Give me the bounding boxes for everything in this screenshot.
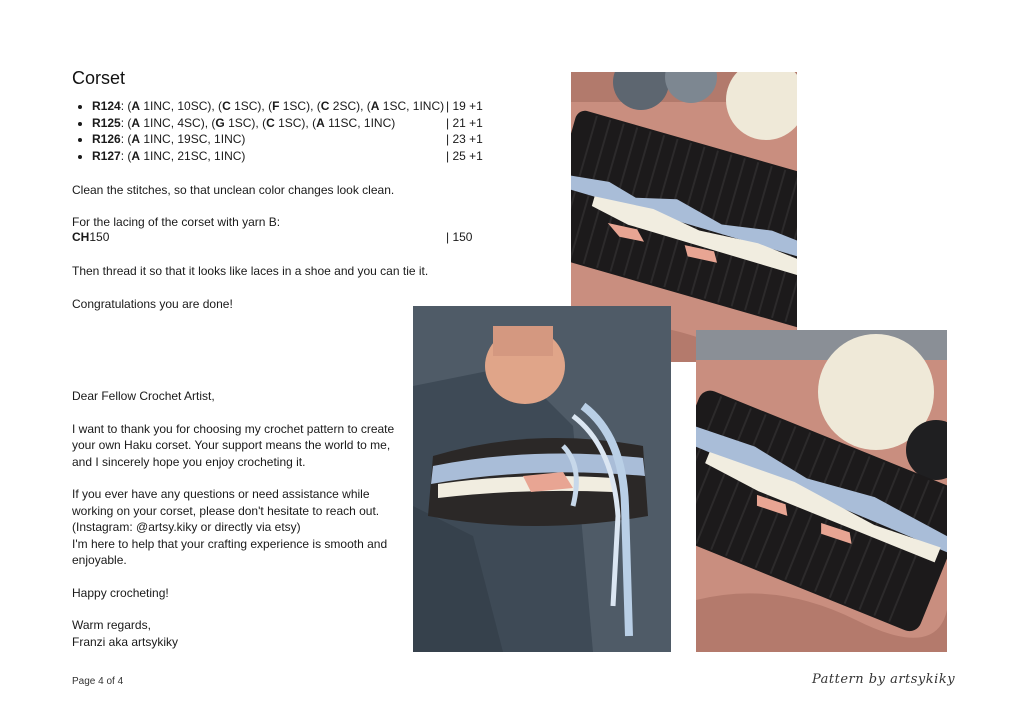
round-text: 2SC), ( xyxy=(329,99,371,113)
letter-greeting: Dear Fellow Crochet Artist, xyxy=(72,389,215,403)
color-code: A xyxy=(316,115,325,130)
color-code: A xyxy=(370,99,380,113)
letter-paragraph: Happy crocheting! xyxy=(72,585,169,600)
round-label: R127 xyxy=(92,148,121,163)
lacing-intro: For the lacing of the corset with yarn B: xyxy=(72,215,281,229)
section-title: Corset xyxy=(72,68,126,88)
corset-photo-bottom xyxy=(696,330,947,652)
round-text: 1INC, 19SC, 1INC) xyxy=(140,132,246,146)
stitch-count: | 23 +1 xyxy=(446,132,483,146)
round-text: 1INC, 10SC), ( xyxy=(140,99,223,113)
letter-paragraph xyxy=(72,486,397,569)
round-text: 1INC, 21SC, 1INC) xyxy=(140,148,246,163)
chain-line xyxy=(72,230,492,244)
round-text: 1SC), ( xyxy=(274,115,317,130)
thank-you-letter xyxy=(72,388,397,666)
round-item xyxy=(92,148,522,165)
corset-worn-photo xyxy=(413,306,671,652)
round-text: 1SC, 1INC) xyxy=(379,99,445,113)
chain-label: CH xyxy=(72,230,90,244)
page-number: Page 4 of 4 xyxy=(72,676,124,687)
thread-instruction: Then thread it so that it looks like laces in a shoe and you can tie it. xyxy=(72,264,429,278)
letter-signoff: Franzi aka artsykiky xyxy=(72,634,179,649)
stitch-count: | 19 +1 xyxy=(446,99,483,113)
round-text: 1SC), ( xyxy=(230,99,273,113)
clean-instruction: Clean the stitches, so that unclean color changes look clean. xyxy=(72,183,395,197)
color-code: A xyxy=(131,148,141,163)
letter-text: If you ever have any questions or need assistance while working on your corset, please don't hesitate to reach out. xyxy=(72,487,380,518)
round-text: 1INC, 4SC), ( xyxy=(140,115,216,130)
round-item xyxy=(92,131,522,148)
round-text: : ( xyxy=(120,99,132,113)
stitch-count: | 25 +1 xyxy=(446,148,483,163)
color-code: G xyxy=(215,115,225,130)
color-code: C xyxy=(320,99,330,113)
letter-text: I'm here to help that your crafting experience is smooth and enjoyable. xyxy=(72,536,388,567)
round-label: R125 xyxy=(92,115,121,130)
color-code: A xyxy=(131,132,141,146)
round-text: : ( xyxy=(120,115,132,130)
color-code: A xyxy=(131,115,141,130)
stitch-count: | 21 +1 xyxy=(446,115,483,130)
letter-paragraph: I want to thank you for choosing my crochet pattern to create your own Haku corset. Your support means the world to me, and I sincerely hope you enjoy crocheting it. xyxy=(72,421,395,469)
pattern-signature: Pattern by artsykiky xyxy=(812,672,956,687)
contact-info: (Instagram: @artsy.kiky or directly via etsy) xyxy=(72,520,301,534)
color-code: F xyxy=(272,99,280,113)
round-text: : ( xyxy=(120,132,132,146)
round-text: 11SC, 1INC) xyxy=(324,115,396,130)
round-item xyxy=(92,98,522,115)
round-text: : ( xyxy=(120,148,132,163)
round-text: 1SC), ( xyxy=(279,99,321,113)
chain-value: 150 xyxy=(89,230,110,244)
round-item xyxy=(92,115,522,132)
round-label: R126 xyxy=(92,132,121,146)
round-text: 1SC), ( xyxy=(224,115,267,130)
color-code: C xyxy=(222,99,231,113)
round-label: R124 xyxy=(92,99,121,113)
round-list xyxy=(72,98,522,164)
done-message: Congratulations you are done! xyxy=(72,297,233,311)
letter-closing: Warm regards, xyxy=(72,618,151,632)
color-code: A xyxy=(131,99,141,113)
chain-count: | 150 xyxy=(446,230,473,244)
color-code: C xyxy=(266,115,275,130)
